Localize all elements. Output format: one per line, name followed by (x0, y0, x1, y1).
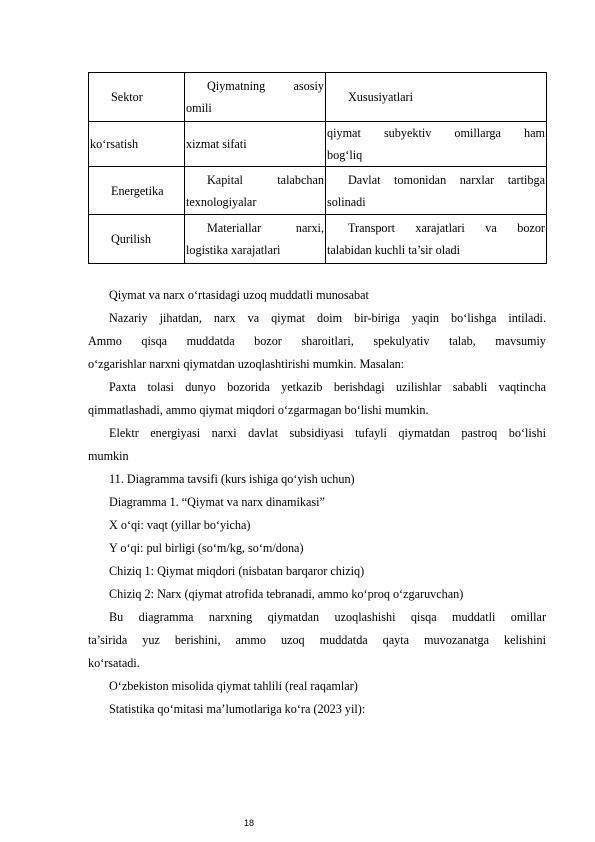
table-cell: Energetika (89, 167, 185, 215)
table-cell: ko‘rsatish (89, 122, 185, 167)
table-cell: Materiallar narxi, logistika xarajatlari (185, 215, 326, 264)
paragraph-continuation: qimmatlashadi, ammo qiymat miqdori o‘zgarmagan bo‘lishi mumkin. (88, 403, 429, 417)
paragraph-continuation: ko‘rsatadi. (88, 656, 140, 670)
paragraph-heading: Qiymat va narx o‘rtasidagi uzoq muddatli munosabat (109, 288, 369, 302)
paragraph: Diagramma 1. “Qiymat va narx dinamikasi” (109, 495, 325, 509)
table-header-cell: Sektor (89, 73, 185, 122)
paragraph: Bu diagramma narxning qiymatdan uzoqlashishi qisqa muddatli omillar (109, 610, 546, 624)
table-cell: qiymat subyektiv omillarga ham bog‘liq (326, 122, 547, 167)
table-header-cell: Qiymatning asosiy omili (185, 73, 326, 122)
paragraph: O‘zbekiston misolida qiymat tahlili (real raqamlar) (109, 679, 358, 693)
paragraph-continuation: mumkin (88, 449, 129, 463)
table-header-cell: Xususiyatlari (326, 73, 547, 122)
paragraph: Y o‘qi: pul birligi (so‘m/kg, so‘m/dona) (109, 541, 304, 555)
paragraph: 11. Diagramma tavsifi (kurs ishiga qo‘yish uchun) (109, 472, 355, 486)
paragraph: Nazariy jihatdan, narx va qiymat doim bir-biriga yaqin bo‘lishga intiladi. (109, 311, 546, 325)
table-cell: xizmat sifati (185, 122, 326, 167)
paragraph-continuation: Ammo qisqa muddatda bozor sharoitlari, spekulyativ talab, mavsumiy (88, 334, 546, 348)
sector-table (88, 72, 547, 264)
table-header-row (89, 73, 547, 122)
body-text (88, 284, 546, 721)
table-cell: Qurilish (89, 215, 185, 264)
paragraph: X o‘qi: vaqt (yillar bo‘yicha) (109, 518, 251, 532)
paragraph: Paxta tolasi dunyo bozorida yetkazib berishdagi uzilishlar sababli vaqtincha (109, 380, 546, 394)
page-number: 18 (244, 818, 255, 828)
paragraph: Chiziq 1: Qiymat miqdori (nisbatan barqaror chiziq) (109, 564, 365, 578)
paragraph: Elektr energiyasi narxi davlat subsidiyasi tufayli qiymatdan pastroq bo‘lishi (109, 426, 546, 440)
paragraph: Chiziq 2: Narx (qiymat atrofida tebranadi, ammo ko‘proq o‘zgaruvchan) (109, 587, 464, 601)
table-row (89, 167, 547, 215)
table-row (89, 215, 547, 264)
paragraph: Statistika qo‘mitasi ma’lumotlariga ko‘ra (2023 yil): (109, 702, 366, 716)
paragraph-continuation: ta’sirida yuz berishini, ammo uzoq muddatda qayta muvozanatga kelishini (88, 633, 546, 647)
table-cell: Transport xarajatlari va bozor talabidan kuchli ta’sir oladi (326, 215, 547, 264)
table-row (89, 122, 547, 167)
table-cell: Davlat tomonidan narxlar tartibga solinadi (326, 167, 547, 215)
paragraph-continuation: o‘zgarishlar narxni qiymatdan uzoqlashtirishi mumkin. Masalan: (88, 357, 405, 371)
table-cell: Kapital talabchan texnologiyalar (185, 167, 326, 215)
